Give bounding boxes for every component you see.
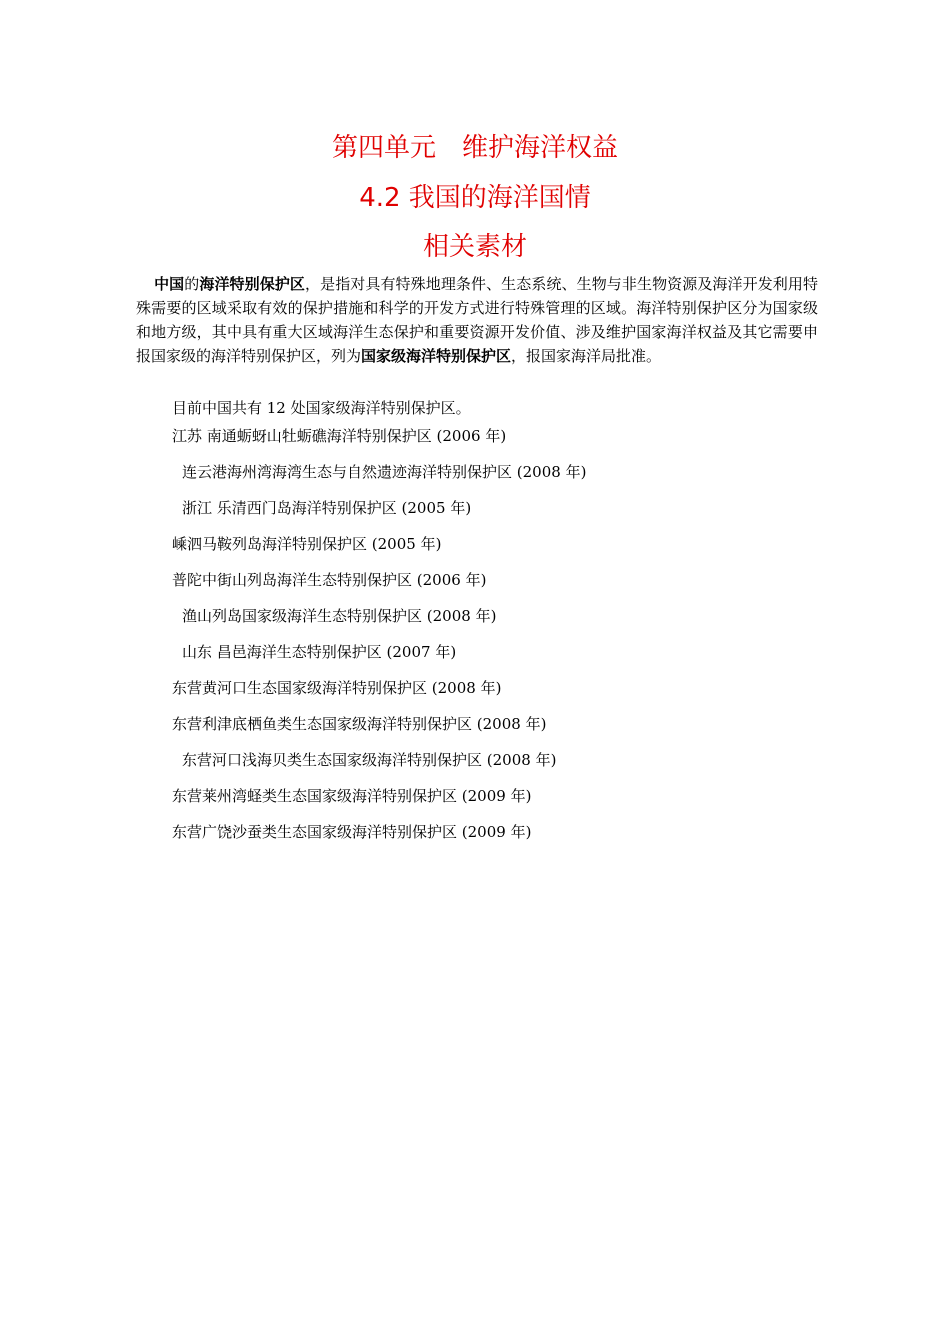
paragraph-text: 的 [184,275,200,293]
list-item: 渔山列岛国家级海洋生态特别保护区 (2008 年) [182,607,497,625]
reserve-count-intro: 目前中国共有 12 处国家级海洋特别保护区。 [172,399,471,417]
bold-term-special-reserve: 海洋特别保护区 [199,275,306,293]
bold-term-national-reserve: 国家级海洋特别保护区 [361,347,512,365]
material-subtitle: 相关素材 [422,232,527,262]
definition-paragraph [136,272,818,368]
unit-title: 第四单元 维护海洋权益 [331,133,618,163]
list-item: 东营莱州湾蛏类生态国家级海洋特别保护区 (2009 年) [172,787,532,805]
list-item: 东营广饶沙蚕类生态国家级海洋特别保护区 (2009 年) [172,823,532,841]
paragraph-text: ，报国家海洋局批准。 [511,347,662,365]
bold-term-china: 中国 [154,275,185,293]
paragraph-text: ，是指对具有特殊地理条件、生态系统、生物与非生物资源及海洋开发利用特殊需要的区域采取有效的保护措施和科学的开发方式进行特殊管理的区域。海洋特别保护区分为国家级和地方级，其中具有重大区域海洋生态保护和重要资源开发价值、涉及维护国家海洋权益及其它需要申报国家级的海洋特别保护区，列为 [136,275,818,365]
list-item: 嵊泗马鞍列岛海洋特别保护区 (2005 年) [172,535,442,553]
list-item: 东营利津底栖鱼类生态国家级海洋特别保护区 (2008 年) [172,715,547,733]
list-item: 东营黄河口生态国家级海洋特别保护区 (2008 年) [172,679,502,697]
list-item: 浙江 乐清西门岛海洋特别保护区 (2005 年) [182,499,472,517]
list-item: 江苏 南通蛎蚜山牡蛎礁海洋特别保护区 (2006 年) [172,427,507,445]
section-title: 4.2 我国的海洋国情 [359,183,591,213]
list-item: 普陀中街山列岛海洋生态特别保护区 (2006 年) [172,571,487,589]
list-item: 东营河口浅海贝类生态国家级海洋特别保护区 (2008 年) [182,751,557,769]
list-item: 连云港海州湾海湾生态与自然遗迹海洋特别保护区 (2008 年) [182,463,587,481]
list-item: 山东 昌邑海洋生态特别保护区 (2007 年) [182,643,457,661]
